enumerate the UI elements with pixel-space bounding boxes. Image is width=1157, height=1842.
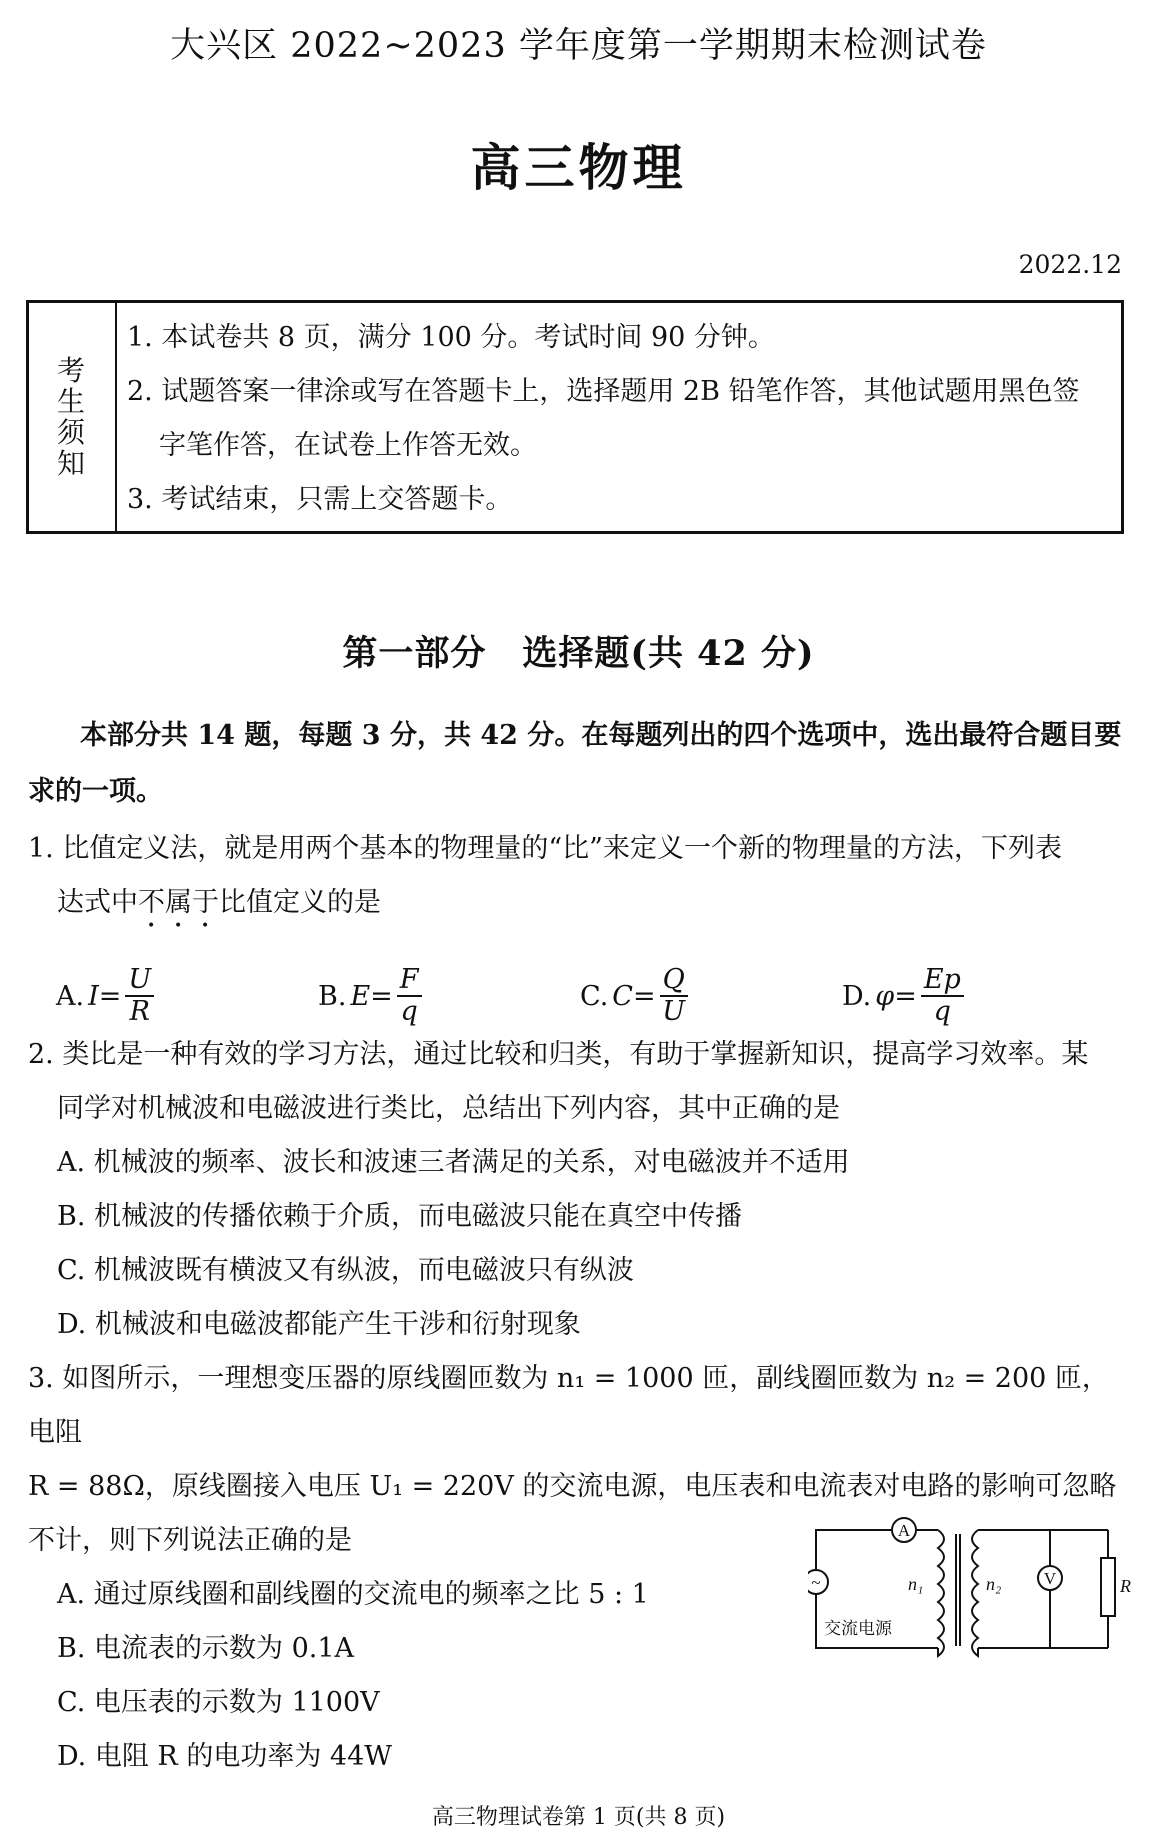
- q1-line-2: 达式中不属于比值定义的是: [57, 887, 381, 918]
- notice-item-3: 3. 考试结束，只需上交答题卡。: [127, 484, 513, 515]
- q2-option-c: C. 机械波既有横波又有纵波，而电磁波只有纵波: [57, 1255, 634, 1286]
- question-1: [28, 822, 1128, 934]
- voltmeter-label: V: [1043, 1569, 1057, 1588]
- q2-option-d: D. 机械波和电磁波都能产生干涉和衍射现象: [57, 1309, 581, 1340]
- q1-option-c: C. C = $\frac{Q}{U}$: [580, 965, 688, 1027]
- notice-item-2: 2. 试题答案一律涂或写在答题卡上，选择题用 2B 铅笔作答，其他试题用黑色签: [127, 376, 1080, 407]
- q2-option-a: A. 机械波的频率、波长和波速三者满足的关系，对电磁波并不适用: [57, 1147, 850, 1178]
- part-instructions: [28, 708, 1128, 820]
- notice-item-2-cont: 字笔作答，在试卷上作答无效。: [159, 430, 537, 461]
- n2-label: n₂: [986, 1574, 1002, 1594]
- q1-line-1: 1. 比值定义法，就是用两个基本的物理量的“比”来定义一个新的物理量的方法，下列表: [28, 833, 1062, 864]
- q3-option-c: C. 电压表的示数为 1100V: [57, 1687, 380, 1718]
- q1-option-d: D. φ = $\frac{Ep}{q}$: [842, 965, 964, 1027]
- fraction: $\frac{Ep}{q}$: [921, 965, 964, 1027]
- notice-heading-cell: [29, 303, 117, 531]
- exam-date: 2022.12: [1018, 250, 1122, 279]
- notice-heading: 考生须知: [56, 354, 85, 480]
- q1-option-a: A. I = $\frac{U}{R}$: [56, 965, 154, 1027]
- emphasis-not-belong: 不属于: [138, 887, 219, 918]
- exam-title: 大兴区 2022~2023 学年度第一学期期末检测试卷: [170, 26, 987, 66]
- resistor-symbol: [1101, 1558, 1115, 1616]
- q2-option-b: B. 机械波的传播依赖于介质，而电磁波只能在真空中传播: [57, 1201, 743, 1232]
- ac-source-caption: 交流电源: [824, 1619, 892, 1639]
- fraction: $\frac{F}{q}$: [397, 965, 422, 1027]
- part-title: 第一部分 选择题(共 42 分): [342, 633, 815, 674]
- primary-coil: [938, 1530, 944, 1656]
- q3-line-1: 3. 如图所示，一理想变压器的原线圈匝数为 n₁ = 1000 匝，副线圈匝数为 n₂ = 200 匝，电阻: [28, 1363, 1109, 1448]
- q1-option-b: B. E = $\frac{F}{q}$: [318, 965, 422, 1027]
- q3-option-b: B. 电流表的示数为 0.1A: [57, 1633, 355, 1664]
- transformer-circuit-diagram: [808, 1510, 1138, 1670]
- secondary-coil: [972, 1530, 978, 1656]
- fraction: $\frac{U}{R}$: [125, 965, 154, 1027]
- n1-label: n₁: [908, 1574, 924, 1594]
- q2-line-2: 同学对机械波和电磁波进行类比，总结出下列内容，其中正确的是: [57, 1093, 840, 1124]
- question-2: [28, 1028, 1128, 1352]
- notice-items: [127, 311, 1111, 527]
- subject-title: 高三物理: [470, 138, 687, 197]
- q3-line-3: 不计，则下列说法正确的是: [28, 1525, 352, 1556]
- q3-option-a: A. 通过原线圈和副线圈的交流电的频率之比 5 : 1: [57, 1579, 649, 1610]
- notice-item-1: 1. 本试卷共 8 页，满分 100 分。考试时间 90 分钟。: [127, 322, 775, 353]
- candidate-notice-box: [26, 300, 1124, 534]
- instructions-line-1: 本部分共 14 题，每题 3 分，共 42 分。在每题列出的四个选项中，选出最符合题目要: [80, 720, 1122, 751]
- q3-line-2: R = 88Ω，原线圈接入电压 U₁ = 220V 的交流电源，电压表和电流表对电路的影响可忽略: [28, 1471, 1117, 1502]
- q2-line-1: 2. 类比是一种有效的学习方法，通过比较和归类，有助于掌握新知识，提高学习效率。某: [28, 1039, 1089, 1070]
- fraction: $\frac{Q}{U}$: [660, 965, 688, 1027]
- ac-source-glyph: ~: [811, 1573, 821, 1592]
- resistor-label: R: [1120, 1576, 1131, 1596]
- q3-option-d: D. 电阻 R 的电功率为 44W: [57, 1741, 393, 1772]
- ammeter-label: A: [897, 1521, 911, 1540]
- instructions-line-2: 求的一项。: [28, 776, 163, 807]
- page-footer: 高三物理试卷第 1 页(共 8 页): [431, 1805, 726, 1830]
